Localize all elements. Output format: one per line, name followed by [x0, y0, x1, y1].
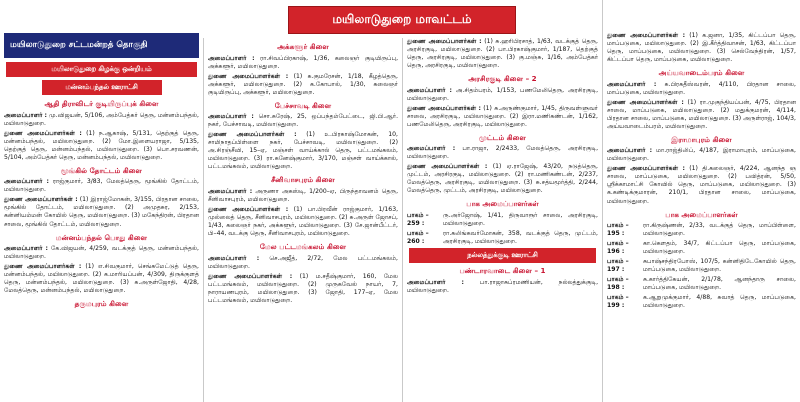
branch-title: ஆதி திராவிடர் குடியிருப்புக் கிளை [44, 99, 159, 109]
branch-title: மூங்கில் தோட்டம் கிளை [60, 165, 143, 175]
deputy-entry: துணை அமைப்பாளர்கள் : (1) தி.கலைஞர், 4/224, ஆனந்த ஞ சாலை, மாப்படுகை, மயிலாடுதுறை. (2) பவித்ரன், 5/50, ஸ்ரீக்காமாட்சி கோவில் தெரு, மாப்படுகை, மயிலாடுதுறை. (3) க.கண்டிக்குமாரன், 210/1, பிரதான சாலை, மாப்படுகை, மயிலாடுதுறை. [607, 165, 796, 205]
organizer-entry: அமைப்பாளர் : அருணா அகஸ்டி, 1/200–ஏ, பிருந்தாவனம் தெரு, சீனிவாசபுரம், மயிலாடுதுறை. [208, 187, 399, 203]
deputy-entry: துணை அமைப்பாளர்கள் : (1) உ.பிரகாஷ்மோகன், 10, சாமிநாதப்பிள்ளை நகர், பேச்சாவடி, மயிலாடுதுறை. (2) அ.சிரஞ்சீவி, 15–ஏ, மஞ்சள் வாய்க்கால் தெரு, பட்டமங்கலம், மயிலாடுதுறை. (3) ரா.கனேஷ்குமார், 3/170, மஞ்சள் வாய்க்கால், பட்டமங்கலம், மயிலாடுதுறை. [208, 131, 398, 171]
branch-title: பேச்சாவடி கிளை [274, 100, 332, 110]
booth-caption: பாக அமைப்பாளர்கள் [665, 209, 738, 219]
organizer-entry: அமைப்பாளர் : மு.விஜயன், 5/106, அம்பேத்கர் தெரு, மன்னம்பந்தல், மயிலாடுதுறை. [4, 111, 199, 127]
organizer-entry: அமைப்பாளர் : ரா.சிவப்பிரகாஷ், 1/36, கலைஞர் குடியிருப்பு, அக்களூர், மயிலாடுதுறை. [208, 54, 399, 70]
organizer-entry: அமைப்பாளர் : சொ.சுரேஷ், 25, ஒப்பந்தம்பேட்டை, ஜி.பி.ஆர். நகர், பேச்சாவடி, மயிலாடுதுறை. [208, 113, 399, 129]
organizer-entry: அமைப்பாளர் : மா.ராஜ்திலிப், 4/187, இராமாபுரம், மாப்படுகை, மயிலாடுதுறை. [607, 147, 796, 163]
booth-entry: பாகம் – 260 : ரா.கலிங்கவர்மோகன், 358, வடக்குத் தெரு, முட்டம், அரசிரகுடி, மயிலாடுதுறை. [407, 230, 598, 246]
branch-title: அக்களூர் கிளை [277, 42, 329, 51]
panchayat-header: நல்லத்துக்குடி ஊராட்சி [409, 248, 596, 263]
organizer-entry: அமைப்பாளர் : செ.அஜீத், 2/72, மேல பட்டமங்கலம், மயிலாடுதுறை. [208, 254, 398, 270]
booth-entry: பாகம் – 259 : ரு.அர்ஜோஷ், 1/41, திருவாரூர் சாலை, அரசிரகுடி, மயிலாடுதுறை. [407, 211, 598, 227]
branch-title: இராமாபுரம் கிளை [671, 134, 732, 144]
deputy-entry: துணை அமைப்பாளர்கள் : (1) இராஜ்மோகன், 3/155, பிரதான சாலை, மூங்கில் தோட்டம், மயிலாடுதுறை. (2) அமுதசுர, 2/153, கன்னியம்மன் கோயில் தெரு, மயிலாடுதுறை. (3) மகேந்திரன், பிரதான சாலை, மூங்கில் தோட்டம், மயிலாடுதுறை. [4, 196, 199, 228]
branch-title: சீனிவாசபுரம் கிளை [271, 175, 335, 185]
organizer-entry: அமைப்பாளர் : ராஜ்குமார், 3/83, மேலத்தெரு, மூங்கில் தோட்டம், மயிலாடுதுறை. [4, 178, 199, 194]
district-banner: மயிலாடுதுறை மாவட்டம் [288, 6, 516, 34]
booth-entry: பாகம் – 197 : சுபாஷ்சந்திரபோஸ், 107/5, கன்னிதிடேகோயில் தெரு, மாப்படுகை, மயிலாடுதுறை. [607, 258, 796, 274]
union-header: மயிலாடுதுறை கிழக்கு ஒன்றியம் [6, 62, 197, 77]
deputy-entry: துணை அமைப்பாளர்கள் : (1) பா.பிரவீன் ராஜ்குமார், 1/163, முல்லைத் தெரு, சீனிவாசபுரம், மயிலாடுதுறை. (2) சு.அருள் ஜோசப், 1/43, கலைஞர் நகர், அக்களூர், மயிலாடுதுறை. (3) சே.ஜான்பீட்டர், பி–44, வடக்கு தெரு, சீனிவாசபுரம், மயிலாடுதுறை. [208, 205, 399, 238]
deputy-entry: துணை அமைப்பாளர்கள் : (1) எ.சிவகுமார், செங்கமேட்டுத் தெரு, மன்னம்பந்தல், மயிலாடுதுறை. (2) க.மாரியப்பன், 4/309, திருக்குளத் தெரு, மன்னம்பந்தல், மயிலாடுதுறை. (3) க.அருள்ஜோதி, 4/28, மேலத்தெரு, மன்னம்பந்தல், மயிலாடுதுறை. [4, 263, 199, 295]
booth-entry: பாகம் – 198 : சு.கார்த்திகேயன், 2/1/78, ஆனந்தாரு சாலை, மாப்படுகை, மயிலாடுதுறை. [607, 276, 796, 292]
deputy-entry: துணை அமைப்பாளர்கள் : (1) சு.அருண்குமார், 1/45, திருவள்ளுவர் சாலை, அரசிரகுடி, மயிலாடுதுறை. (2) இரா.மணிகண்டன், 1/162, பணமேலிதெரு, அரசிரகுடி, மயிலாடுதுறை. [407, 104, 598, 128]
deputy-entry: துணை அமைப்பாளர்கள் : (1) ம.சதீஷ்குமார், 160, மேல பட்டமங்கலம், மயிலாடுதுறை. (2) முருகவேல் நாயர், 7, நாராயணபுரம், மயிலாடுதுறை. (3) ஜோதி, 177–ஏ, மேல பட்டமங்கலம், மயிலாடுதுறை. [208, 272, 398, 304]
branch-title: மேல பட்டமங்கலம் கிளை [259, 242, 347, 252]
column-1 [0, 0, 203, 402]
deputy-entry: துணை அமைப்பாளர்கள் : (1) ரா.முகுந்தியப்பன், 4/75, பிரதான சாலை, மாப்படுகை, மயிலாடுதுறை. (2) மதுக்குமரன், 4/114, பிரதான சாலை, மாப்படுகை, மயிலாடுதுறை. (3) அருள்ராஜ், 104/3, அய்யவாடைம்பரம், மயிலாடுதுறை. [607, 98, 796, 130]
column-2 [203, 38, 402, 402]
deputy-entry: துணை அமைப்பாளர்கள் : (1) சு.ஹரிபிரசாத், 1/63, வடக்குத் தெரு, அரசிரகுடி, மயிலாடுதுறை. (2) பா.பிரகாஷ்குமார், 1/187, தெற்குத் தெரு, அரசிரகுடி, மயிலாடுதுறை. (3) கு.மஞ்சு, 1/16, அம்பேத்கர் தெரு, அரசிரகுடி, மயிலாடுதுறை. [407, 38, 598, 70]
booth-caption: பாக அமைப்பாளர்கள் [466, 199, 539, 209]
panchayat-header: மன்னம்பந்தல் ஊராட்சி [42, 80, 162, 95]
column-4 [602, 0, 800, 402]
deputy-entry: துணை அமைப்பாளர்கள் : (1) ந.ஆகாஷ், 5/131, தெற்குத் தெரு, மன்னம்பந்தல், மயிலாடுதுறை. (2) மோ.இளையராஜா, 5/135, தெற்குத் தெரு, மன்னம்பந்தல், மயிலாடுதுறை. (3) பொ.சரவணன், 5/104, அம்பேத்கர் தெரு, மன்னம்பந்தல், மயிலாடுதுறை. [4, 129, 199, 161]
deputy-entry: துணை அமைப்பாளர்கள் : (1) க.குமரேசன், 1/18, கீழத்தெரு, அக்களூர், மயிலாடுதுறை. (2) க.கோபால், 1/30, கலைஞர் குடியிருப்பு, அக்களூர், மயிலாடுதுறை. [208, 72, 398, 96]
column-3 [402, 38, 602, 402]
branch-title: முட்டம் கிளை [479, 132, 526, 142]
booth-entry: பாகம் – 195 : ரா.கிருஷ்ணன், 2/33, வடக்குத் தெரு, மாப்பிள்ளை, மயிலாடுதுறை. [607, 222, 796, 238]
branch-title: பண்டாரவாடை கிளை – 1 [459, 266, 546, 276]
organizer-entry: அமைப்பாளர் : அ.சிதம்பரம், 1/153, பணமேலிதெரு, அரசிரகுடி, மயிலாடுதுறை. [407, 86, 599, 102]
organizer-entry: அமைப்பாளர் : கே.விஜயன், 4/259, வடக்குத் தெரு, மன்னம்பந்தல், மயிலாடுதுறை. [4, 245, 199, 261]
organizer-entry: அமைப்பாளர் : பா.ராஜாசுப்ரமணியன், நல்லத்துக்குடி, மயிலாடுதுறை. [407, 278, 599, 294]
deputy-entry: துணை அமைப்பாளர்கள் : (1) ஏ.ராஜேஷ், 43/20, நடுத்தெரு, முட்டம், அரசிரகுடி, மயிலாடுதுறை. (2) ரா.மணிகண்டன், 2/237, மேலத்தெரு, அரசிரகுடி, மயிலாடுதுறை. (3) சு.சத்யமூர்த்தி, 2/244, மேலத்தெரு, முட்டம், அரசிரகுடி, மயிலாடுதுறை. [407, 163, 598, 195]
branch-title: மன்னம்பந்தல் பொது கிளை [55, 232, 148, 242]
deputy-entry: துணை அமைப்பாளர்கள் : (1) க.ஜனா, 1/35, கிட்டப்பா தெரு, மாப்படுகை, மயிலாடுதுறை. (2) இ.கீர்த்திவாசன், 1/63, கிட்டப்பா தெரு, மாப்படுகை, மயிலாடுதுறை. (3) செல்வேந்திரன், 1/57, கிட்டப்பா தெரு, மாப்படுகை, மயிலாடுதுறை. [607, 32, 796, 64]
organizer-entry: அமைப்பாளர் : க.பிரகதீஸ்வரன், 4/110, பிரதான சாலை, மாப்படுகை, மயிலாடுதுறை. [607, 80, 796, 96]
branch-title: அரசிரகுடி கிளை – 2 [468, 74, 537, 84]
organizer-entry: அமைப்பாளர் : பா.ராஜா, 2/2433, மேலத்தெரு, அரசிரகுடி, மயிலாடுதுறை. [407, 145, 599, 161]
branch-title: அய்யவாடைம்பரம் கிளை [658, 68, 745, 78]
booth-entry: பாகம் – 199 : க.ஆறுமுக்குமார், 4/88, சுவாத் தெரு, மாப்படுகை, மயிலாடுதுறை. [607, 294, 796, 310]
booth-entry: பாகம் – 196 : கா.கௌதம், 34/7, கிட்டப்பா தெரு, மாப்படுகை, மயிலாடுதுறை. [607, 240, 796, 256]
constituency-header: மயிலாடுதுறை சட்டமன்றத் தொகுதி [4, 33, 199, 58]
branch-title: தருமபுரம் கிளை [74, 299, 129, 309]
